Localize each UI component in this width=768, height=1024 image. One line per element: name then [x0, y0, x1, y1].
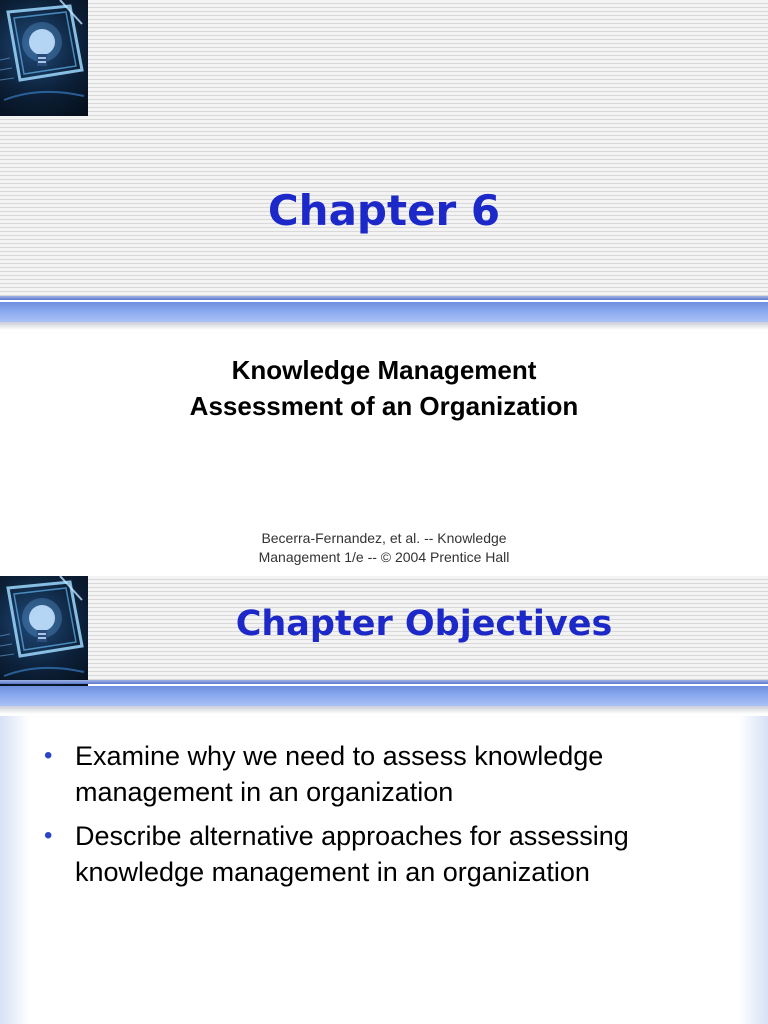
lightbulb-icon — [0, 0, 88, 116]
header-band-edge — [0, 680, 768, 684]
footer-line: Management 1/e -- © 2004 Prentice Hall — [258, 549, 510, 565]
header-band — [0, 686, 768, 706]
slide-2 — [0, 576, 768, 1024]
bullet-item — [44, 738, 744, 810]
header-band-edge — [0, 296, 768, 300]
slide-title: Chapter 6 — [267, 186, 501, 235]
bullet-marker: • — [44, 822, 53, 849]
side-glow-left — [0, 716, 30, 1024]
bullet-text: Examine why we need to assess knowledge management in an organization — [75, 741, 604, 807]
slide-subtitle — [0, 352, 768, 424]
header-band-shadow — [0, 322, 768, 330]
footer-line: Becerra-Fernandez, et al. -- Knowledge — [261, 530, 507, 546]
header-band-shadow — [0, 706, 768, 714]
subtitle-line: Assessment of an Organization — [189, 391, 579, 421]
bullet-text: Describe alternative approaches for assessing knowledge management in an organization — [75, 821, 629, 887]
slide-footer — [0, 529, 768, 567]
bullet-list — [44, 738, 744, 898]
bullet-item — [44, 818, 744, 890]
slide-title: Chapter Objectives — [235, 604, 613, 644]
striped-header-background — [0, 0, 768, 296]
bullet-marker: • — [44, 742, 53, 769]
header-band — [0, 302, 768, 322]
subtitle-line: Knowledge Management — [231, 355, 537, 385]
